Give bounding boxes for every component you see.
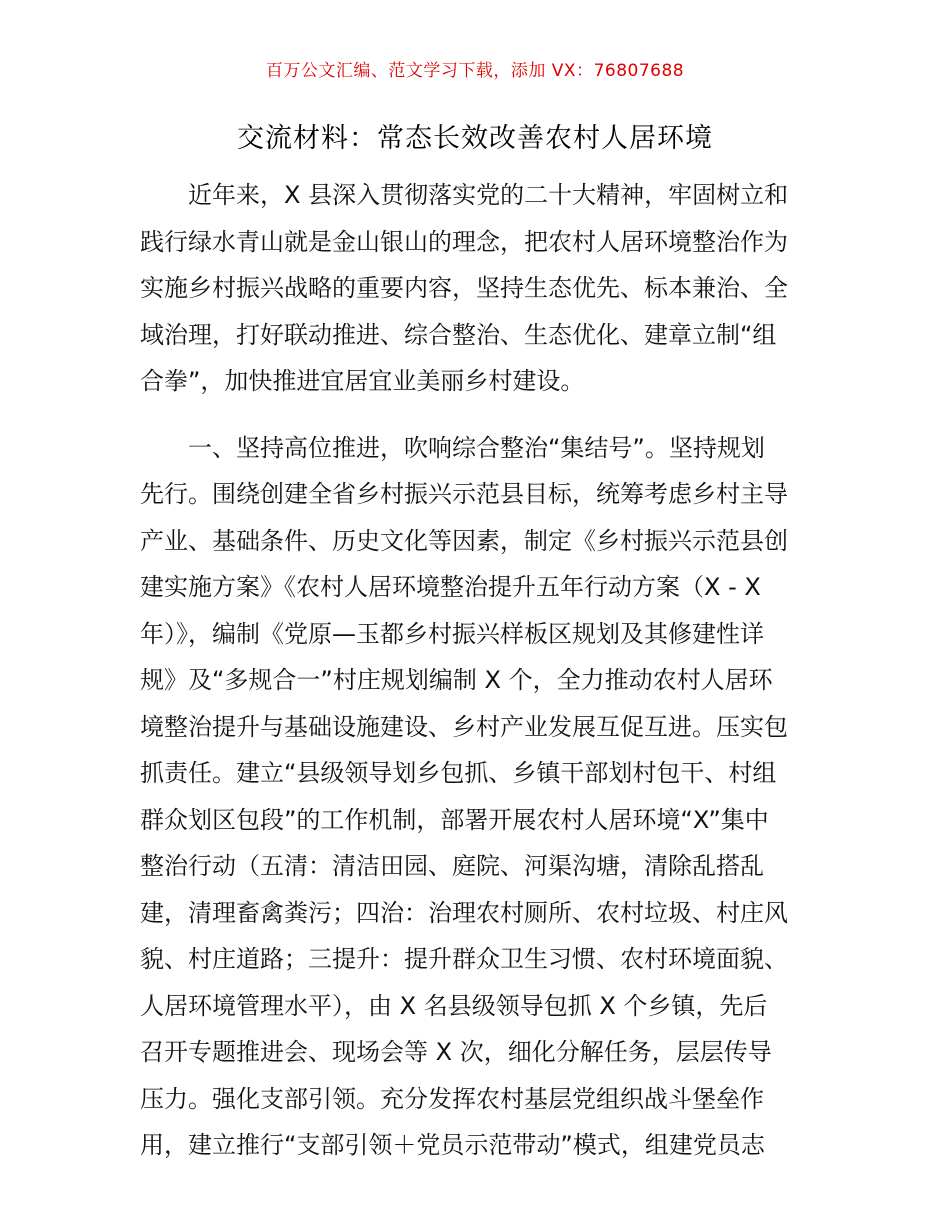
text-line: 一、坚持高位推进，吹响综合整治“集结号”。坚持规划 [188,433,765,462]
text-line: 近年来，X 县深入贯彻落实党的二十大精神，牢固树立和 [188,181,789,209]
text-line: 实施乡村振兴战略的重要内容，坚持生态优先、标本兼治、全 [140,274,788,302]
text-line: 用，建立推行“支部引领＋党员示范带动”模式，组建党员志 [140,1131,765,1159]
text-line: 践行绿水青山就是金山银山的理念，把农村人居环境整治作为 [140,227,788,256]
text-line: 先行。围绕创建全省乡村振兴示范县目标，统筹考虑乡村主导 [140,480,788,508]
text-line: 规》及“多规合一”村庄规划编制 X 个，全力推动农村人居环 [140,666,773,694]
text-line: 域治理，打好联动推进、综合整治、生态优化、建章立制“组 [140,320,777,349]
text-line: 整治行动（五清：清洁田园、庭院、河渠沟塘，清除乱搭乱 [140,852,764,880]
text-line: 召开专题推进会、现场会等 X 次，细化分解任务，层层传导 [140,1038,772,1066]
paragraph-section-one [140,425,815,1169]
document-body [140,172,815,1169]
paragraph-spacer [140,405,815,425]
text-line: 貌、村庄道路；三提升：提升群众卫生习惯、农村环境面貌、 [140,945,788,973]
text-line: 合拳”，加快推进宜居宜业美丽乡村建设。 [140,367,585,395]
text-line: 人居环境管理水平），由 X 名县级领导包抓 X 个乡镇，先后 [140,991,768,1020]
header-note: 百万公文汇编、范文学习下载，添加 VX：76807688 [265,61,685,81]
text-line: 产业、基础条件、历史文化等因素，制定《乡村振兴示范县创 [140,526,788,555]
text-line: 建实施方案》《农村人居环境整治提升五年行动方案（X - X [140,573,761,601]
document-title: 交流材料：常态长效改善农村人居环境 [237,123,713,154]
text-line: 年）》，编制《党原—玉都乡村振兴样板区规划及其修建性详 [140,619,764,648]
text-line: 建，清理畜禽粪污；四治：治理农村厕所、农村垃圾、村庄风 [140,898,788,927]
text-line: 境整治提升与基础设施建设、乡村产业发展互促互进。压实包 [140,712,788,741]
text-line: 抓责任。建立“县级领导划乡包抓、乡镇干部划村包干、村组 [140,759,777,787]
text-line: 压力。强化支部引领。充分发挥农村基层党组织战斗堡垒作 [140,1084,764,1113]
paragraph-intro [140,172,815,405]
text-line: 群众划区包段”的工作机制，部署开展农村人居环境“X”集中 [140,805,769,834]
